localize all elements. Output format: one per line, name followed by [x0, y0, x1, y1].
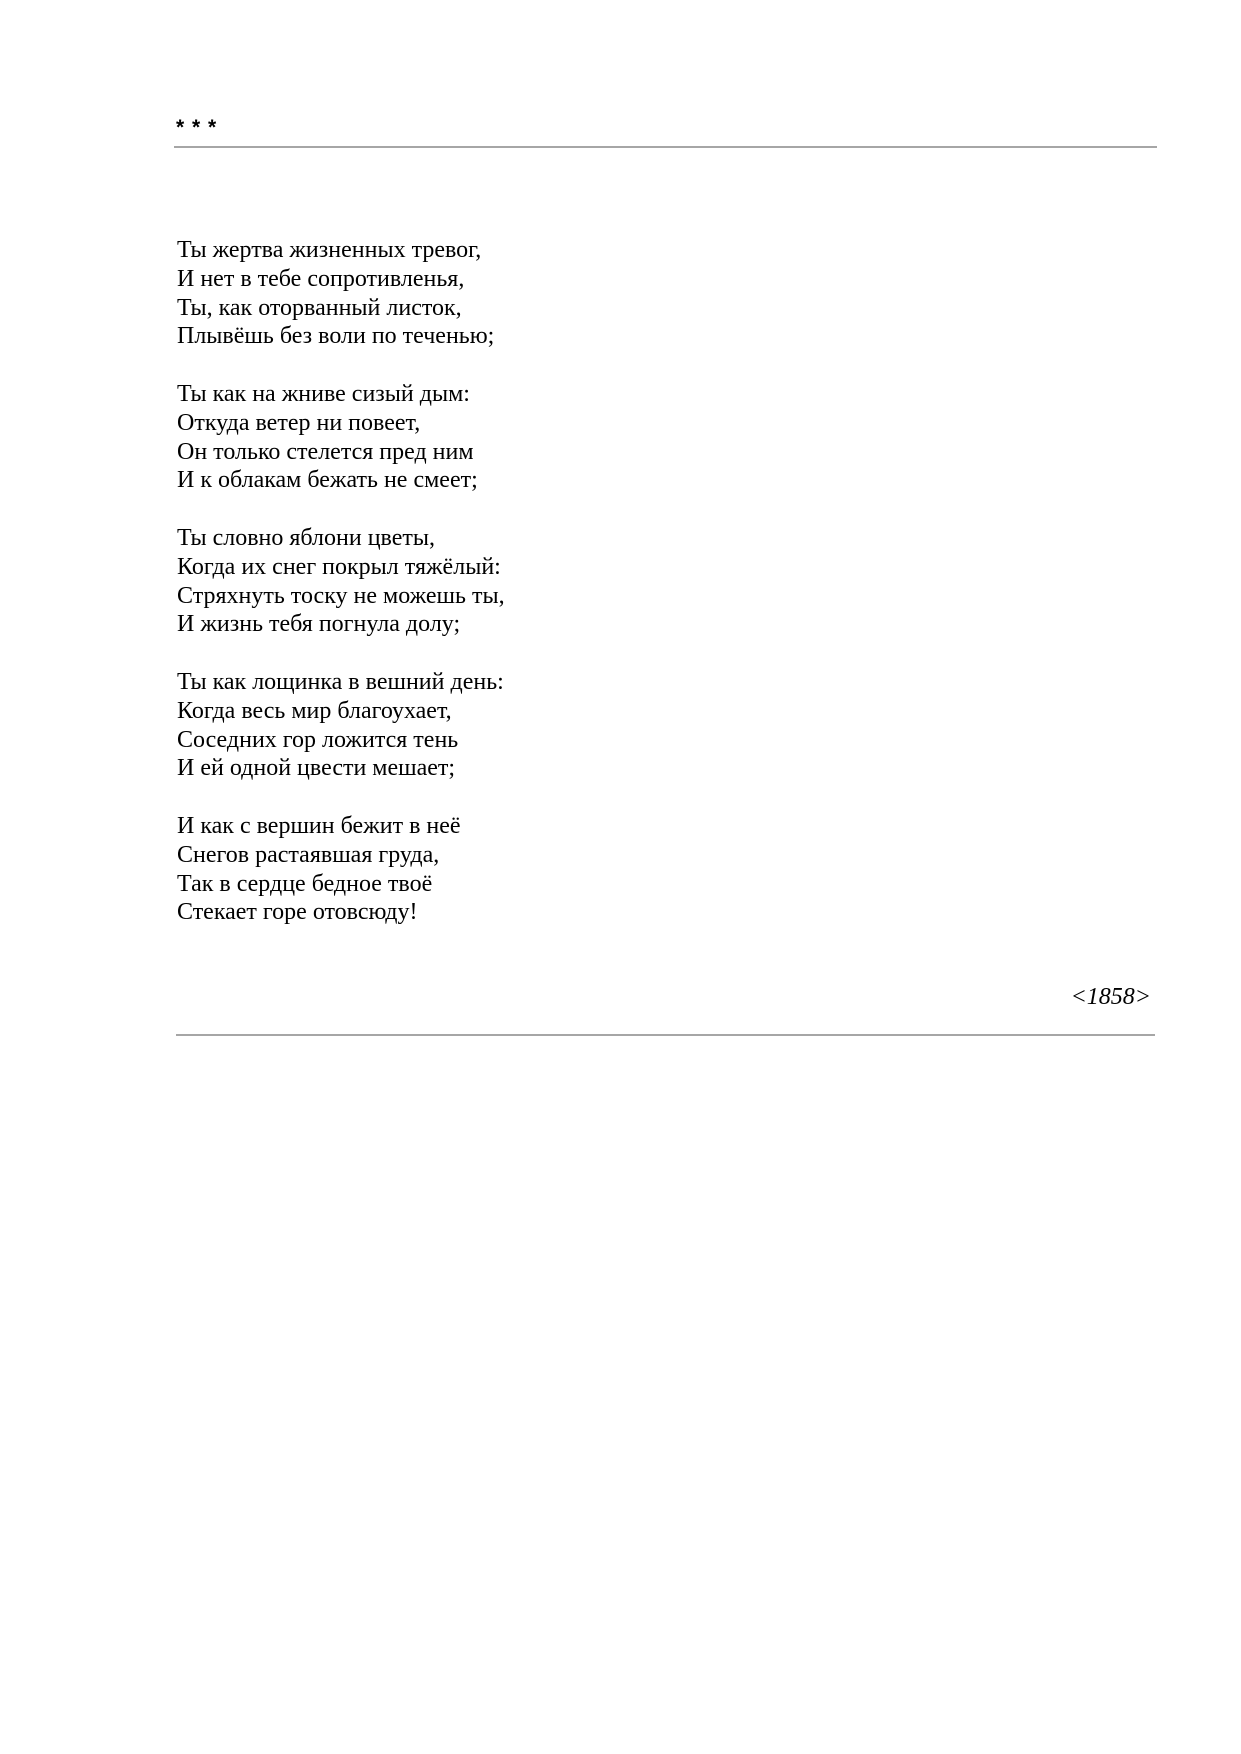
poem-line: Ты, как оторванный листок,	[177, 294, 462, 321]
poem-line: И нет в тебе сопротивленья,	[177, 265, 465, 292]
poem-line: Когда их снег покрыл тяжёлый:	[177, 553, 501, 580]
bottom-divider	[176, 1034, 1155, 1036]
poem-line: И жизнь тебя погнула долу;	[177, 611, 461, 638]
poem-line: Соседних гор ложится тень	[177, 726, 459, 753]
stanza-2	[177, 380, 877, 495]
poem-line: Плывёшь без воли по теченью;	[177, 323, 495, 350]
poem-heading: * * *	[176, 116, 218, 139]
poem-line: Снегов растаявшая груда,	[177, 841, 440, 868]
poem-line: Ты жертва жизненных тревог,	[177, 237, 482, 263]
poem-line: Ты как лощинка в вешний день:	[177, 669, 504, 695]
poem-line: Откуда ветер ни повеет,	[177, 409, 421, 436]
poem-date: <1858>	[1070, 984, 1151, 1010]
stanza-1	[177, 236, 877, 351]
stanza-5	[177, 812, 877, 927]
poem-line: Ты как на жниве сизый дым:	[177, 381, 470, 407]
poem-line: Так в сердце бедное твоё	[177, 870, 433, 897]
top-divider	[174, 146, 1157, 148]
poem-line: И как с вершин бежит в неё	[177, 813, 461, 839]
stanza-3	[177, 524, 877, 639]
poem-line: И ей одной цвести мешает;	[177, 755, 456, 782]
poem-line: Ты словно яблони цветы,	[177, 525, 436, 551]
poem-line: Он только стелется пред ним	[177, 438, 474, 465]
poem-line: Когда весь мир благоухает,	[177, 697, 452, 724]
poem-line: И к облакам бежать не смеет;	[177, 467, 478, 494]
poem-line: Стряхнуть тоску не можешь ты,	[177, 582, 505, 609]
stanza-4	[177, 668, 877, 783]
poem-line: Стекает горе отовсюду!	[177, 899, 418, 926]
poem-body	[177, 236, 877, 956]
